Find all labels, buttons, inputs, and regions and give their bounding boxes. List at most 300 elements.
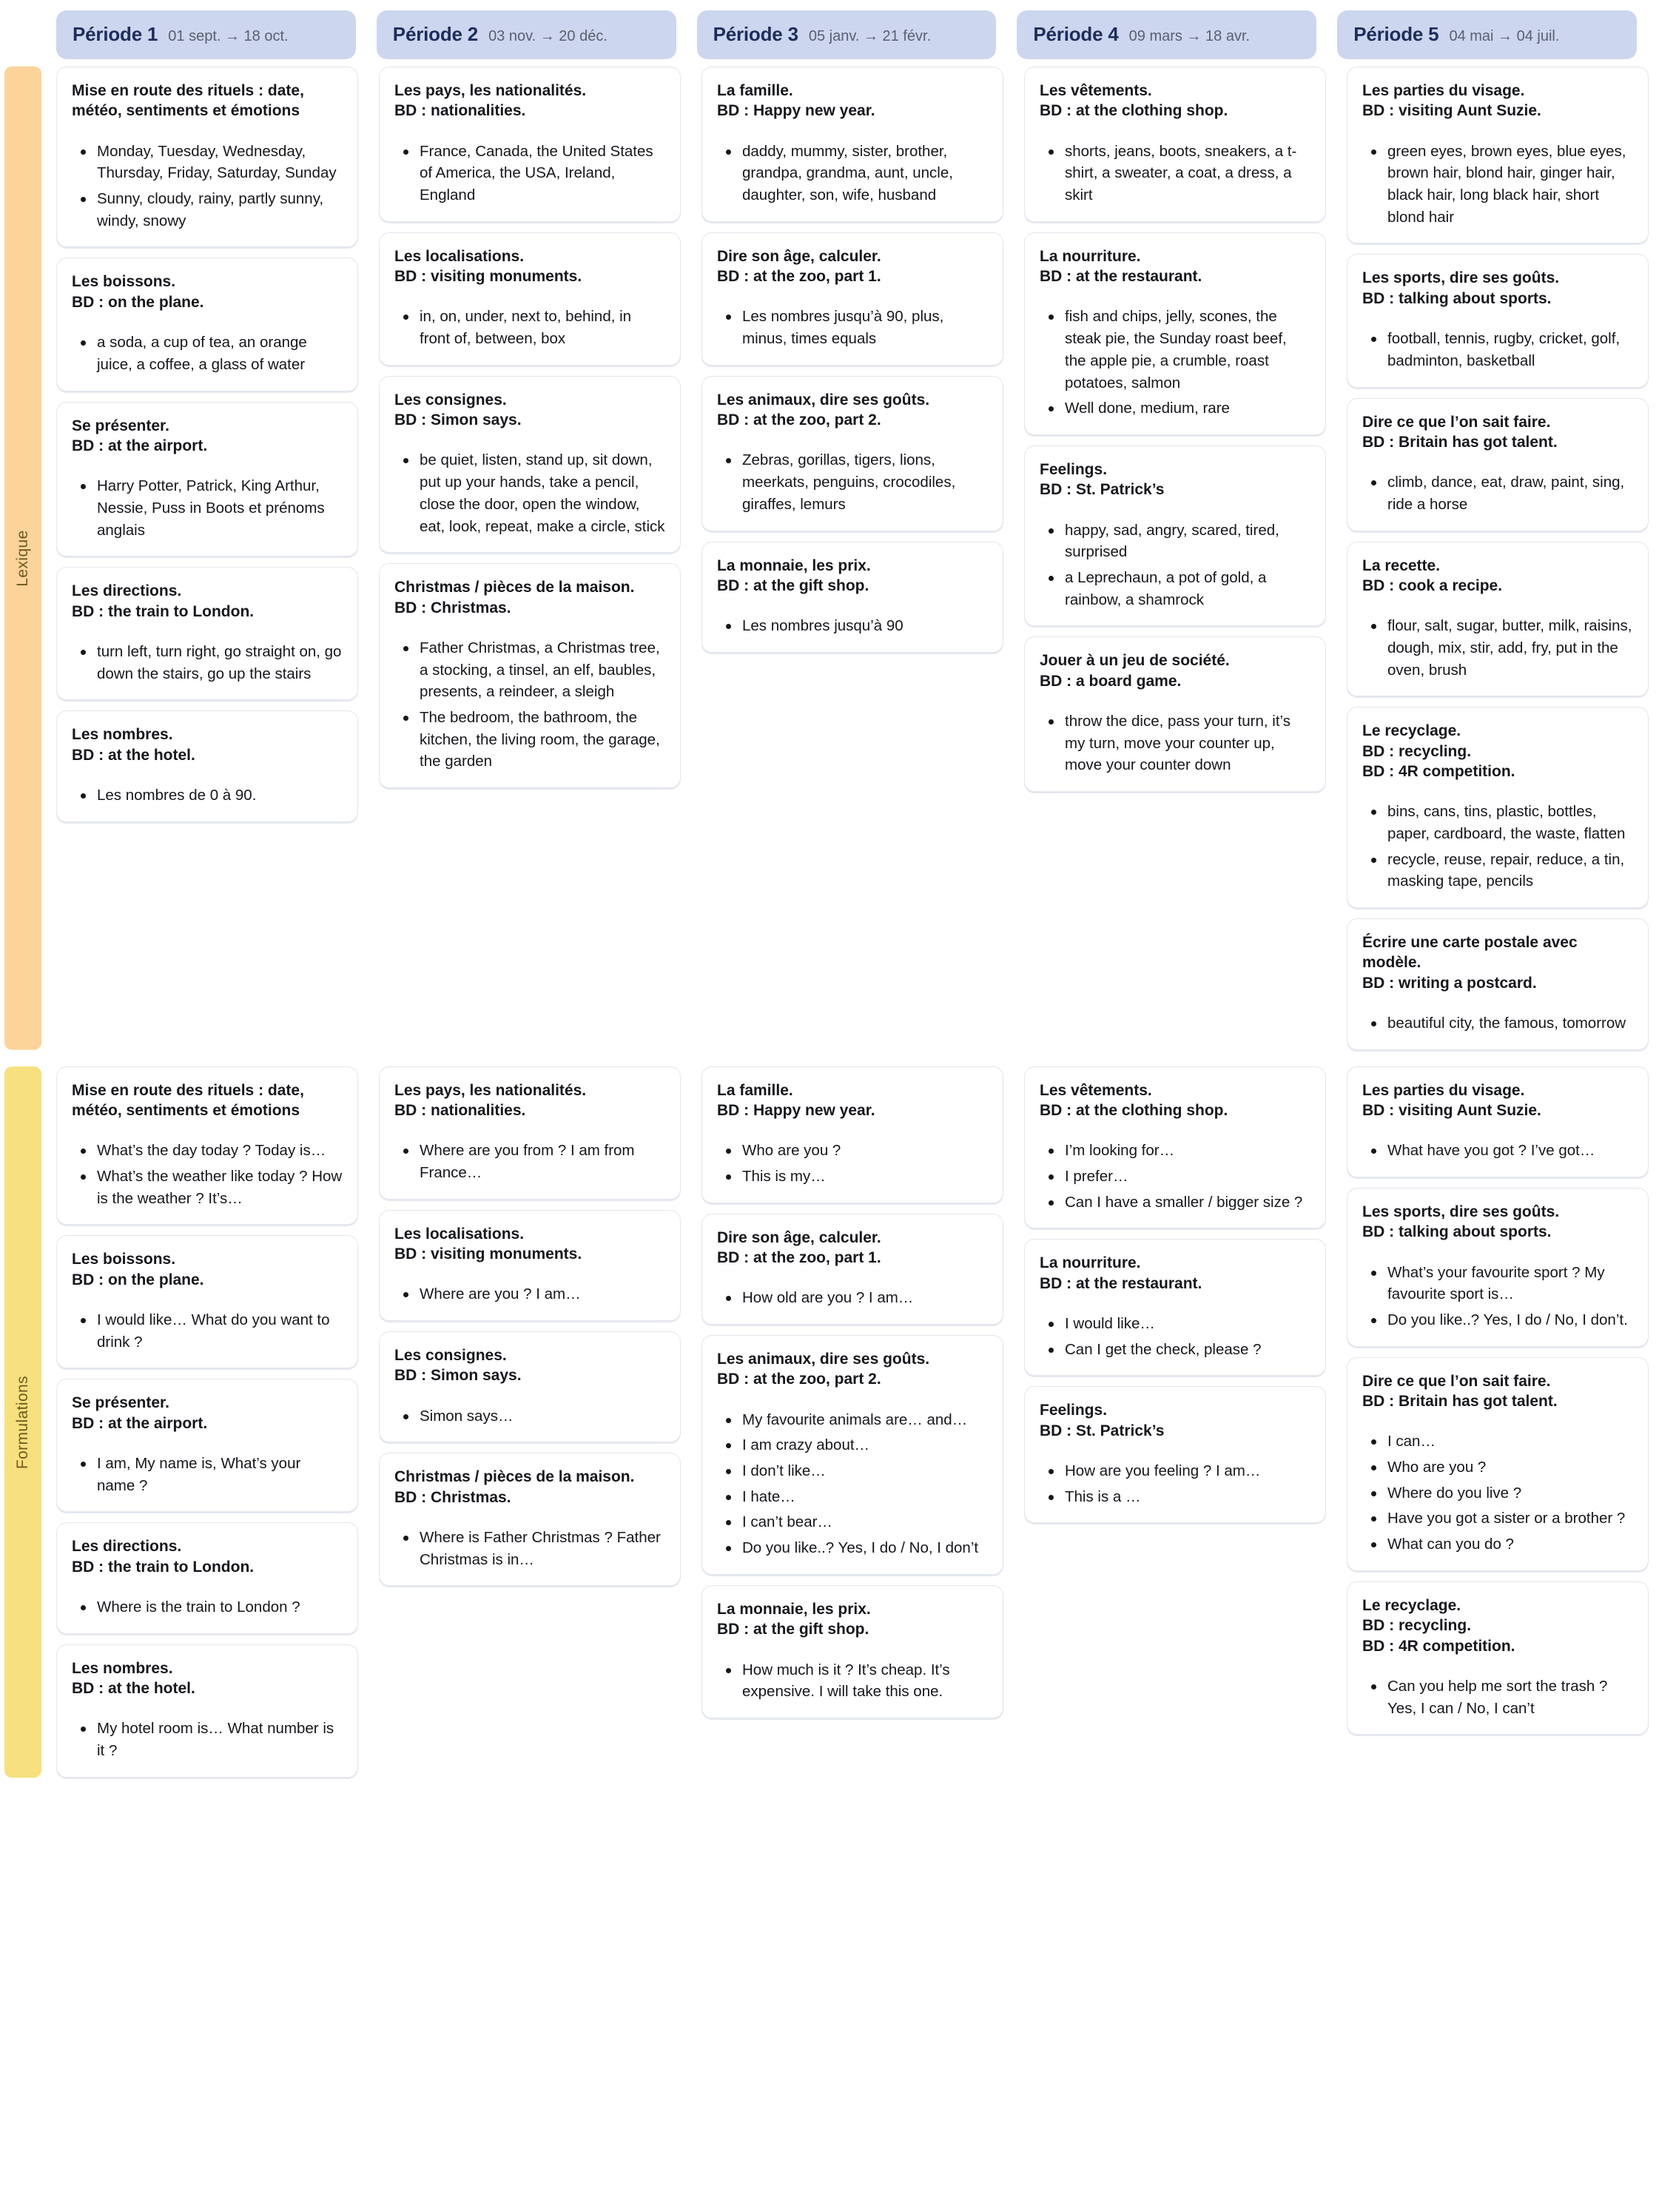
topic-card-title bbox=[394, 390, 665, 431]
topic-card[interactable] bbox=[701, 1335, 1003, 1575]
period-chip-5[interactable] bbox=[1337, 10, 1637, 59]
section-lexique bbox=[0, 67, 1659, 1050]
topic-card-list-item: How old are you ? I am… bbox=[742, 1287, 988, 1309]
topic-card-list bbox=[717, 1659, 988, 1703]
topic-card-title bbox=[394, 81, 665, 121]
topic-card-title bbox=[717, 556, 988, 596]
topic-card-list-item: My favourite animals are… and… bbox=[742, 1409, 988, 1431]
topic-card-list bbox=[1362, 801, 1633, 892]
topic-card-title-line: La monnaie, les prix. bbox=[717, 557, 871, 574]
topic-card-list-item: fish and chips, jelly, scones, the steak pie, the Sunday roast beef, the apple pie, a crumble, roast potatoes, salmon bbox=[1065, 306, 1310, 394]
topic-card-list-item: I’m looking for… bbox=[1065, 1140, 1310, 1162]
topic-card[interactable] bbox=[379, 1331, 681, 1442]
period-name: Période 1 bbox=[73, 23, 158, 45]
topic-card-title-line: Les sports, dire ses goûts. bbox=[1362, 1203, 1560, 1220]
topic-card-list bbox=[394, 141, 665, 206]
topic-card-list-item: I would like… What do you want to drink ? bbox=[97, 1309, 343, 1353]
topic-card-title-line: BD : the train to London. bbox=[72, 1558, 255, 1576]
topic-card-title bbox=[72, 1536, 343, 1577]
section-formulations bbox=[0, 1066, 1659, 1778]
topic-card-list bbox=[72, 784, 343, 807]
topic-card-list-item: recycle, reuse, repair, reduce, a tin, masking tape, pencils bbox=[1387, 849, 1633, 892]
topic-card-list bbox=[1040, 141, 1310, 206]
topic-card-list bbox=[1040, 1313, 1310, 1360]
topic-card-title-line: Dire ce que l’on sait faire. bbox=[1362, 1372, 1551, 1390]
topic-card-list-item: Can you help me sort the trash ? Yes, I can / No, I can’t bbox=[1387, 1675, 1633, 1719]
topic-card-title-line: Les animaux, dire ses goûts. bbox=[717, 1351, 930, 1368]
topic-card-list-item: be quiet, listen, stand up, sit down, put up your hands, take a pencil, close the door, open the window, eat, look, repeat, make a circle, stick bbox=[420, 449, 665, 537]
topic-card-title-line: BD : Happy new year. bbox=[717, 102, 875, 120]
topic-card-title-line: Feelings. bbox=[1040, 460, 1108, 478]
topic-card-title-line: Les pays, les nationalités. bbox=[394, 1081, 587, 1099]
formulations-column-4 bbox=[1014, 1066, 1336, 1778]
topic-card-title-line: BD : 4R competition. bbox=[1362, 1637, 1515, 1655]
topic-card-title-line: Les boissons. bbox=[72, 273, 176, 291]
topic-card-title bbox=[1362, 1596, 1633, 1656]
topic-card-list-item: throw the dice, pass your turn, it’s my turn, move your counter up, move your counter down bbox=[1065, 710, 1310, 776]
topic-card-title-line: Jouer à un jeu de société. bbox=[1040, 652, 1230, 670]
topic-card-list bbox=[1040, 306, 1310, 420]
topic-card-list-item: Sunny, cloudy, rainy, partly sunny, windy, snowy bbox=[97, 188, 343, 232]
topic-card-list bbox=[1362, 471, 1633, 515]
lexique-column-2 bbox=[369, 67, 691, 1050]
topic-card[interactable] bbox=[56, 567, 358, 700]
period-chip-4[interactable] bbox=[1017, 10, 1316, 59]
topic-card-list bbox=[394, 1405, 665, 1428]
topic-card-list-item: a soda, a cup of tea, an orange juice, a coffee, a glass of water bbox=[97, 332, 343, 375]
topic-card[interactable] bbox=[1347, 1188, 1649, 1347]
topic-card-title-line: BD : nationalities. bbox=[394, 1101, 526, 1119]
topic-card-title-line: BD : at the gift shop. bbox=[717, 1621, 869, 1638]
topic-card[interactable] bbox=[1024, 636, 1326, 792]
topic-card[interactable] bbox=[56, 258, 358, 391]
topic-card-list bbox=[717, 141, 988, 206]
topic-card-list bbox=[394, 1140, 665, 1183]
formulations-column-3 bbox=[691, 1066, 1014, 1778]
topic-card-list-item: France, Canada, the United States of America, the USA, Ireland, England bbox=[420, 141, 665, 206]
topic-card-title-line: Mise en route des rituels : date, météo, sentiments et émotions bbox=[72, 82, 304, 120]
topic-card-title-line: BD : at the clothing shop. bbox=[1040, 102, 1228, 120]
topic-card-title bbox=[1362, 932, 1633, 993]
topic-card-title bbox=[1040, 246, 1310, 287]
topic-card-title-line: BD : talking about sports. bbox=[1362, 289, 1552, 307]
topic-card-list bbox=[394, 1527, 665, 1570]
topic-card[interactable] bbox=[56, 710, 358, 821]
topic-card-list bbox=[1362, 328, 1633, 372]
topic-card[interactable] bbox=[379, 67, 681, 222]
period-chip-2[interactable] bbox=[377, 10, 676, 59]
topic-card[interactable] bbox=[56, 1644, 358, 1778]
topic-card-list-item: Simon says… bbox=[420, 1405, 665, 1428]
topic-card-title-line: Se présenter. bbox=[72, 417, 169, 434]
topic-card-title bbox=[72, 725, 343, 765]
topic-card-list bbox=[72, 475, 343, 541]
topic-card-list bbox=[1040, 1460, 1310, 1507]
topic-card[interactable] bbox=[56, 1066, 358, 1226]
topic-card[interactable] bbox=[1024, 1386, 1326, 1523]
topic-card-title-line: Le recyclage. bbox=[1362, 722, 1461, 740]
topic-card-title-line: Le recyclage. bbox=[1362, 1596, 1461, 1614]
topic-card-title bbox=[1040, 1253, 1310, 1294]
period-name: Période 5 bbox=[1353, 23, 1439, 45]
topic-card-title bbox=[1362, 81, 1633, 121]
topic-card-list-item: climb, dance, eat, draw, paint, sing, ride a horse bbox=[1387, 471, 1633, 515]
topic-card[interactable] bbox=[379, 376, 681, 553]
topic-card-title-line: Les directions. bbox=[72, 1538, 182, 1556]
topic-card[interactable] bbox=[56, 1379, 358, 1512]
topic-card-list bbox=[1040, 520, 1310, 611]
topic-card-title bbox=[72, 1249, 343, 1290]
topic-card-title-line: BD : at the hotel. bbox=[72, 1680, 195, 1698]
topic-card[interactable] bbox=[56, 1522, 358, 1633]
topic-card-title-line: BD : at the zoo, part 1. bbox=[717, 268, 881, 286]
topic-card[interactable] bbox=[701, 1214, 1003, 1325]
topic-card-list bbox=[1362, 615, 1633, 681]
topic-card-title-line: Les boissons. bbox=[72, 1251, 176, 1268]
topic-card-title-line: Les localisations. bbox=[394, 247, 525, 265]
topic-card-list-item: Harry Potter, Patrick, King Arthur, Nessie, Puss in Boots et prénoms anglais bbox=[97, 475, 343, 541]
topic-card[interactable] bbox=[1347, 67, 1649, 243]
topic-card-title bbox=[717, 390, 988, 431]
topic-card-title-line: Les vêtements. bbox=[1040, 1081, 1152, 1099]
topic-card-list-item: Do you like..? Yes, I do / No, I don’t. bbox=[1387, 1309, 1633, 1331]
topic-card[interactable] bbox=[701, 67, 1003, 222]
topic-card-list-item: I would like… bbox=[1065, 1313, 1310, 1335]
topic-card-title bbox=[717, 81, 988, 121]
topic-card[interactable] bbox=[1347, 918, 1649, 1050]
topic-card-list-item: Les nombres jusqu’à 90, plus, minus, times equals bbox=[742, 306, 988, 349]
topic-card-title bbox=[717, 1228, 988, 1268]
topic-card-title bbox=[1040, 81, 1310, 121]
topic-card-list bbox=[72, 141, 343, 232]
topic-card-list bbox=[1362, 1140, 1633, 1162]
topic-card-list-item: green eyes, brown eyes, blue eyes, brown hair, blond hair, ginger hair, black hair, long black hair, short blond hair bbox=[1387, 141, 1633, 229]
topic-card-title-line: Dire ce que l’on sait faire. bbox=[1362, 413, 1551, 431]
topic-card-title-line: BD : Christmas. bbox=[394, 1488, 511, 1506]
topic-card-title-line: BD : at the restaurant. bbox=[1040, 268, 1202, 286]
topic-card-list-item: The bedroom, the bathroom, the kitchen, the living room, the garage, the garden bbox=[420, 707, 665, 773]
topic-card-title-line: BD : at the airport. bbox=[72, 1414, 208, 1432]
topic-card-list bbox=[717, 1287, 988, 1309]
topic-card-title bbox=[717, 1599, 988, 1640]
topic-card-list bbox=[717, 1140, 988, 1187]
topic-card[interactable] bbox=[1024, 67, 1326, 222]
topic-card[interactable] bbox=[1347, 1357, 1649, 1571]
topic-card-list-item: Where is Father Christmas ? Father Christmas is in… bbox=[420, 1527, 665, 1570]
topic-card-title-line: Les directions. bbox=[72, 582, 182, 600]
topic-card-title-line: Écrire une carte postale avec modèle. bbox=[1362, 934, 1578, 972]
topic-card-title-line: Mise en route des rituels : date, météo, sentiments et émotions bbox=[72, 1081, 304, 1119]
topic-card-title-line: Les vêtements. bbox=[1040, 82, 1152, 99]
topic-card[interactable] bbox=[1024, 232, 1326, 435]
topic-card-title-line: BD : on the plane. bbox=[72, 1271, 204, 1288]
topic-card-list bbox=[1362, 1012, 1633, 1035]
topic-card-list bbox=[72, 1596, 343, 1618]
topic-card-list-item: Monday, Tuesday, Wednesday, Thursday, Friday, Saturday, Sunday bbox=[97, 141, 343, 184]
topic-card-title bbox=[72, 81, 343, 121]
topic-card-list-item: I don’t like… bbox=[742, 1460, 988, 1482]
topic-card-list-item: What have you got ? I’ve got… bbox=[1387, 1140, 1633, 1162]
topic-card[interactable] bbox=[1347, 254, 1649, 387]
period-date-range: 04 mai → 04 juil. bbox=[1449, 28, 1560, 44]
topic-card-list-item: Les nombres de 0 à 90. bbox=[97, 784, 343, 807]
topic-card-title-line: Les consignes. bbox=[394, 1347, 507, 1364]
topic-card[interactable] bbox=[379, 1066, 681, 1200]
period-name: Période 2 bbox=[392, 23, 479, 45]
topic-card-title bbox=[72, 272, 343, 312]
topic-card-title bbox=[394, 1224, 665, 1265]
topic-card-title-line: BD : writing a postcard. bbox=[1362, 974, 1537, 992]
topic-card-title-line: BD : visiting monuments. bbox=[394, 268, 582, 286]
topic-card-list-item: Where is the train to London ? bbox=[97, 1596, 343, 1618]
topic-card-title-line: BD : Britain has got talent. bbox=[1362, 1393, 1558, 1411]
formulations-column-5 bbox=[1336, 1066, 1659, 1778]
topic-card-list-item: a Leprechaun, a pot of gold, a rainbow, a shamrock bbox=[1065, 567, 1310, 611]
topic-card-title bbox=[1362, 1371, 1633, 1412]
topic-card-title bbox=[72, 416, 343, 457]
topic-card-title-line: BD : visiting Aunt Suzie. bbox=[1362, 1101, 1541, 1119]
topic-card-title-line: Les nombres. bbox=[72, 1659, 173, 1677]
topic-card-list bbox=[72, 332, 343, 375]
topic-card-list bbox=[717, 615, 988, 637]
topic-card-list bbox=[394, 637, 665, 773]
topic-card-list-item: I prefer… bbox=[1065, 1166, 1310, 1188]
topic-card-list bbox=[717, 449, 988, 515]
formulations-column-1 bbox=[46, 1066, 369, 1778]
topic-card-list bbox=[717, 306, 988, 349]
topic-card-title-line: La nourriture. bbox=[1040, 1254, 1141, 1272]
topic-card-list bbox=[1362, 141, 1633, 229]
topic-card-title-line: BD : Britain has got talent. bbox=[1362, 433, 1558, 451]
topic-card-list-item: What’s your favourite sport ? My favourite sport is… bbox=[1387, 1262, 1633, 1305]
topic-card-list-item: Where are you ? I am… bbox=[420, 1283, 665, 1305]
topic-card-list-item: What’s the weather like today ? How is the weather ? It’s… bbox=[97, 1166, 343, 1209]
topic-card-title-line: BD : nationalities. bbox=[394, 102, 526, 120]
topic-card-title-line: La nourriture. bbox=[1040, 247, 1141, 265]
topic-card-title-line: BD : at the airport. bbox=[72, 437, 208, 454]
topic-card-list-item: happy, sad, angry, scared, tired, surprised bbox=[1065, 520, 1310, 563]
topic-card-title-line: Dire son âge, calculer. bbox=[717, 247, 881, 265]
topic-card-title bbox=[1362, 268, 1633, 309]
lexique-column-1 bbox=[46, 67, 369, 1050]
topic-card-title bbox=[394, 1080, 665, 1121]
topic-card[interactable] bbox=[701, 376, 1003, 531]
topic-card-list-item: What’s the day today ? Today is… bbox=[97, 1140, 343, 1162]
topic-card-title-line: BD : 4R competition. bbox=[1362, 762, 1515, 780]
topic-card-title bbox=[394, 1345, 665, 1386]
topic-card-list bbox=[72, 1718, 343, 1761]
topic-card-list-item: Who are you ? bbox=[742, 1140, 988, 1162]
topic-card-list-item: Les nombres jusqu’à 90 bbox=[742, 615, 988, 637]
topic-card-title-line: BD : on the plane. bbox=[72, 293, 204, 311]
topic-card-list-item: This is my… bbox=[742, 1166, 988, 1188]
topic-card-list bbox=[72, 1140, 343, 1209]
topic-card-title bbox=[72, 1080, 343, 1121]
topic-card-title bbox=[394, 1467, 665, 1507]
topic-card-title-line: La recette. bbox=[1362, 557, 1441, 574]
topic-card-title-line: BD : Christmas. bbox=[394, 599, 511, 616]
topic-card[interactable] bbox=[1347, 1066, 1649, 1177]
topic-card[interactable] bbox=[56, 1235, 358, 1368]
topic-card-list bbox=[394, 306, 665, 349]
topic-card-title bbox=[1040, 1080, 1310, 1121]
topic-card-list-item: My hotel room is… What number is it ? bbox=[97, 1718, 343, 1761]
topic-card-title bbox=[1362, 1080, 1633, 1121]
header-rail-spacer bbox=[0, 10, 46, 59]
topic-card[interactable] bbox=[56, 67, 358, 247]
topic-card-title bbox=[72, 1658, 343, 1699]
topic-card-title bbox=[717, 246, 988, 287]
topic-card-list-item: Can I get the check, please ? bbox=[1065, 1339, 1310, 1361]
period-date-range: 09 mars → 18 avr. bbox=[1128, 28, 1251, 44]
topic-card-list-item: Can I have a smaller / bigger size ? bbox=[1065, 1191, 1310, 1214]
topic-card-list bbox=[1040, 710, 1310, 776]
lexique-column-5 bbox=[1336, 67, 1659, 1050]
topic-card-title-line: Christmas / pièces de la maison. bbox=[394, 579, 635, 596]
topic-card-title-line: BD : St. Patrick’s bbox=[1040, 481, 1165, 499]
topic-card-title-line: BD : cook a recipe. bbox=[1362, 576, 1503, 594]
topic-card-title-line: BD : recycling. bbox=[1362, 1617, 1472, 1635]
section-rail-formulations: Formulations bbox=[4, 1066, 41, 1778]
topic-card-list-item: Well done, medium, rare bbox=[1065, 397, 1310, 420]
topic-card-title-line: BD : the train to London. bbox=[72, 602, 255, 620]
topic-card-title-line: BD : St. Patrick’s bbox=[1040, 1422, 1165, 1439]
topic-card-title-line: BD : Simon says. bbox=[394, 411, 522, 429]
topic-card-title-line: BD : Happy new year. bbox=[717, 1101, 875, 1119]
topic-card-title-line: Les consignes. bbox=[394, 391, 507, 409]
topic-card-title-line: BD : Simon says. bbox=[394, 1367, 522, 1385]
topic-card[interactable] bbox=[379, 232, 681, 366]
topic-card[interactable] bbox=[1347, 1581, 1649, 1735]
topic-card-title-line: BD : at the zoo, part 2. bbox=[717, 1371, 881, 1388]
topic-card-list-item: Have you got a sister or a brother ? bbox=[1387, 1507, 1633, 1530]
topic-card-list-item: Who are you ? bbox=[1387, 1456, 1633, 1479]
topic-card-list-item: football, tennis, rugby, cricket, golf, badminton, basketball bbox=[1387, 328, 1633, 372]
period-date-range: 05 janv. → 21 févr. bbox=[808, 28, 932, 44]
topic-card-title bbox=[1040, 1400, 1310, 1441]
topic-card-title-line: BD : at the restaurant. bbox=[1040, 1274, 1202, 1292]
topic-card-list-item: I am crazy about… bbox=[742, 1434, 988, 1456]
topic-card-title-line: Les localisations. bbox=[394, 1225, 525, 1243]
topic-card-title bbox=[1040, 651, 1310, 691]
topic-card-title-line: Se présenter. bbox=[72, 1394, 169, 1412]
topic-card-title-line: Les animaux, dire ses goûts. bbox=[717, 391, 930, 409]
topic-card-list-item: Father Christmas, a Christmas tree, a stocking, a tinsel, an elf, baubles, presents, a reindeer, a sleigh bbox=[420, 637, 665, 703]
topic-card-title-line: La monnaie, les prix. bbox=[717, 1600, 871, 1618]
topic-card-title-line: BD : at the hotel. bbox=[72, 746, 195, 764]
topic-card[interactable] bbox=[379, 1453, 681, 1586]
topic-card-title bbox=[72, 1393, 343, 1433]
topic-card-list-item: How are you feeling ? I am… bbox=[1065, 1460, 1310, 1482]
topic-card-title bbox=[394, 246, 665, 287]
topic-card-title bbox=[717, 1349, 988, 1390]
topic-card[interactable] bbox=[379, 563, 681, 788]
topic-card-title-line: BD : at the zoo, part 1. bbox=[717, 1248, 881, 1266]
topic-card-title-line: Les parties du visage. bbox=[1362, 82, 1525, 99]
topic-card-title bbox=[1362, 412, 1633, 453]
period-date-range: 03 nov. → 20 déc. bbox=[488, 28, 608, 44]
topic-card-list-item: turn left, turn right, go straight on, go down the stairs, go up the stairs bbox=[97, 641, 343, 685]
formulations-column-2 bbox=[369, 1066, 691, 1778]
topic-card-list-item: flour, salt, sugar, butter, milk, raisins, dough, mix, stir, add, fry, put in the oven, brush bbox=[1387, 615, 1633, 681]
topic-card-title bbox=[1362, 721, 1633, 781]
topic-card-list bbox=[1362, 1675, 1633, 1719]
topic-card-title-line: BD : talking about sports. bbox=[1362, 1223, 1552, 1241]
topic-card-title bbox=[1362, 556, 1633, 596]
topic-card[interactable] bbox=[1347, 398, 1649, 531]
topic-card[interactable] bbox=[701, 542, 1003, 653]
topic-card-title-line: La famille. bbox=[717, 1081, 793, 1099]
topic-card-list bbox=[72, 1453, 343, 1496]
topic-card-title bbox=[72, 581, 343, 622]
topic-card-list-item: Zebras, gorillas, tigers, lions, meerkats, penguins, crocodiles, giraffes, lemurs bbox=[742, 449, 988, 515]
lexique-column-4 bbox=[1014, 67, 1336, 1050]
topic-card-list-item: I hate… bbox=[742, 1486, 988, 1508]
topic-card-title-line: BD : at the clothing shop. bbox=[1040, 1101, 1228, 1119]
topic-card-list bbox=[1040, 1140, 1310, 1213]
topic-card-title-line: Feelings. bbox=[1040, 1402, 1108, 1419]
lexique-column-3 bbox=[691, 67, 1014, 1050]
topic-card-list-item: daddy, mummy, sister, brother, grandpa, grandma, aunt, uncle, daughter, son, wife, husband bbox=[742, 141, 988, 206]
period-date-range: 01 sept. → 18 oct. bbox=[168, 28, 289, 44]
topic-card-list-item: Where do you live ? bbox=[1387, 1482, 1633, 1505]
topic-card[interactable] bbox=[1024, 446, 1326, 626]
section-rail-lexique: Lexique bbox=[4, 67, 41, 1050]
topic-card-list bbox=[1362, 1262, 1633, 1331]
topic-card-list bbox=[394, 1283, 665, 1305]
period-header-row bbox=[0, 0, 1659, 67]
topic-card[interactable] bbox=[1347, 542, 1649, 697]
topic-card-title bbox=[1362, 1202, 1633, 1243]
topic-card[interactable] bbox=[56, 402, 358, 557]
topic-card[interactable] bbox=[701, 1585, 1003, 1718]
topic-card-title-line: La famille. bbox=[717, 82, 793, 99]
topic-card-list bbox=[394, 449, 665, 537]
topic-card-list-item: I can… bbox=[1387, 1431, 1633, 1453]
period-chip-1[interactable] bbox=[56, 10, 356, 59]
topic-card-list bbox=[717, 1409, 988, 1559]
topic-card-list-item: Where are you from ? I am from France… bbox=[420, 1140, 665, 1183]
topic-card-title-line: Les pays, les nationalités. bbox=[394, 82, 587, 99]
topic-card-list-item: beautiful city, the famous, tomorrow bbox=[1387, 1012, 1633, 1035]
topic-card[interactable] bbox=[1024, 1066, 1326, 1229]
topic-card[interactable] bbox=[1024, 1239, 1326, 1376]
topic-card-title-line: Christmas / pièces de la maison. bbox=[394, 1468, 635, 1486]
topic-card[interactable] bbox=[379, 1210, 681, 1321]
topic-card-list-item: Do you like..? Yes, I do / No, I don’t bbox=[742, 1537, 988, 1559]
topic-card-list-item: I can’t bear… bbox=[742, 1511, 988, 1533]
topic-card[interactable] bbox=[701, 1066, 1003, 1203]
topic-card-list-item: How much is it ? It’s cheap. It’s expensive. I will take this one. bbox=[742, 1659, 988, 1703]
topic-card-title-line: BD : a board game. bbox=[1040, 672, 1182, 690]
topic-card-list-item: I am, My name is, What’s your name ? bbox=[97, 1453, 343, 1496]
topic-card-title bbox=[1040, 460, 1310, 500]
topic-card-list bbox=[72, 1309, 343, 1353]
topic-card-title-line: Les sports, dire ses goûts. bbox=[1362, 269, 1560, 287]
topic-card[interactable] bbox=[1347, 707, 1649, 908]
topic-card-title-line: Les nombres. bbox=[72, 726, 173, 744]
period-chip-3[interactable] bbox=[697, 10, 997, 59]
topic-card[interactable] bbox=[701, 232, 1003, 366]
topic-card-title-line: Les parties du visage. bbox=[1362, 1081, 1525, 1099]
topic-card-list-item: bins, cans, tins, plastic, bottles, paper, cardboard, the waste, flatten bbox=[1387, 801, 1633, 844]
topic-card-title-line: BD : recycling. bbox=[1362, 742, 1472, 760]
topic-card-title-line: BD : visiting Aunt Suzie. bbox=[1362, 102, 1541, 120]
topic-card-title-line: BD : visiting monuments. bbox=[394, 1245, 582, 1263]
topic-card-list-item: What can you do ? bbox=[1387, 1533, 1633, 1556]
topic-card-list-item: in, on, under, next to, behind, in front of, between, box bbox=[420, 306, 665, 349]
topic-card-title-line: BD : at the gift shop. bbox=[717, 576, 869, 594]
